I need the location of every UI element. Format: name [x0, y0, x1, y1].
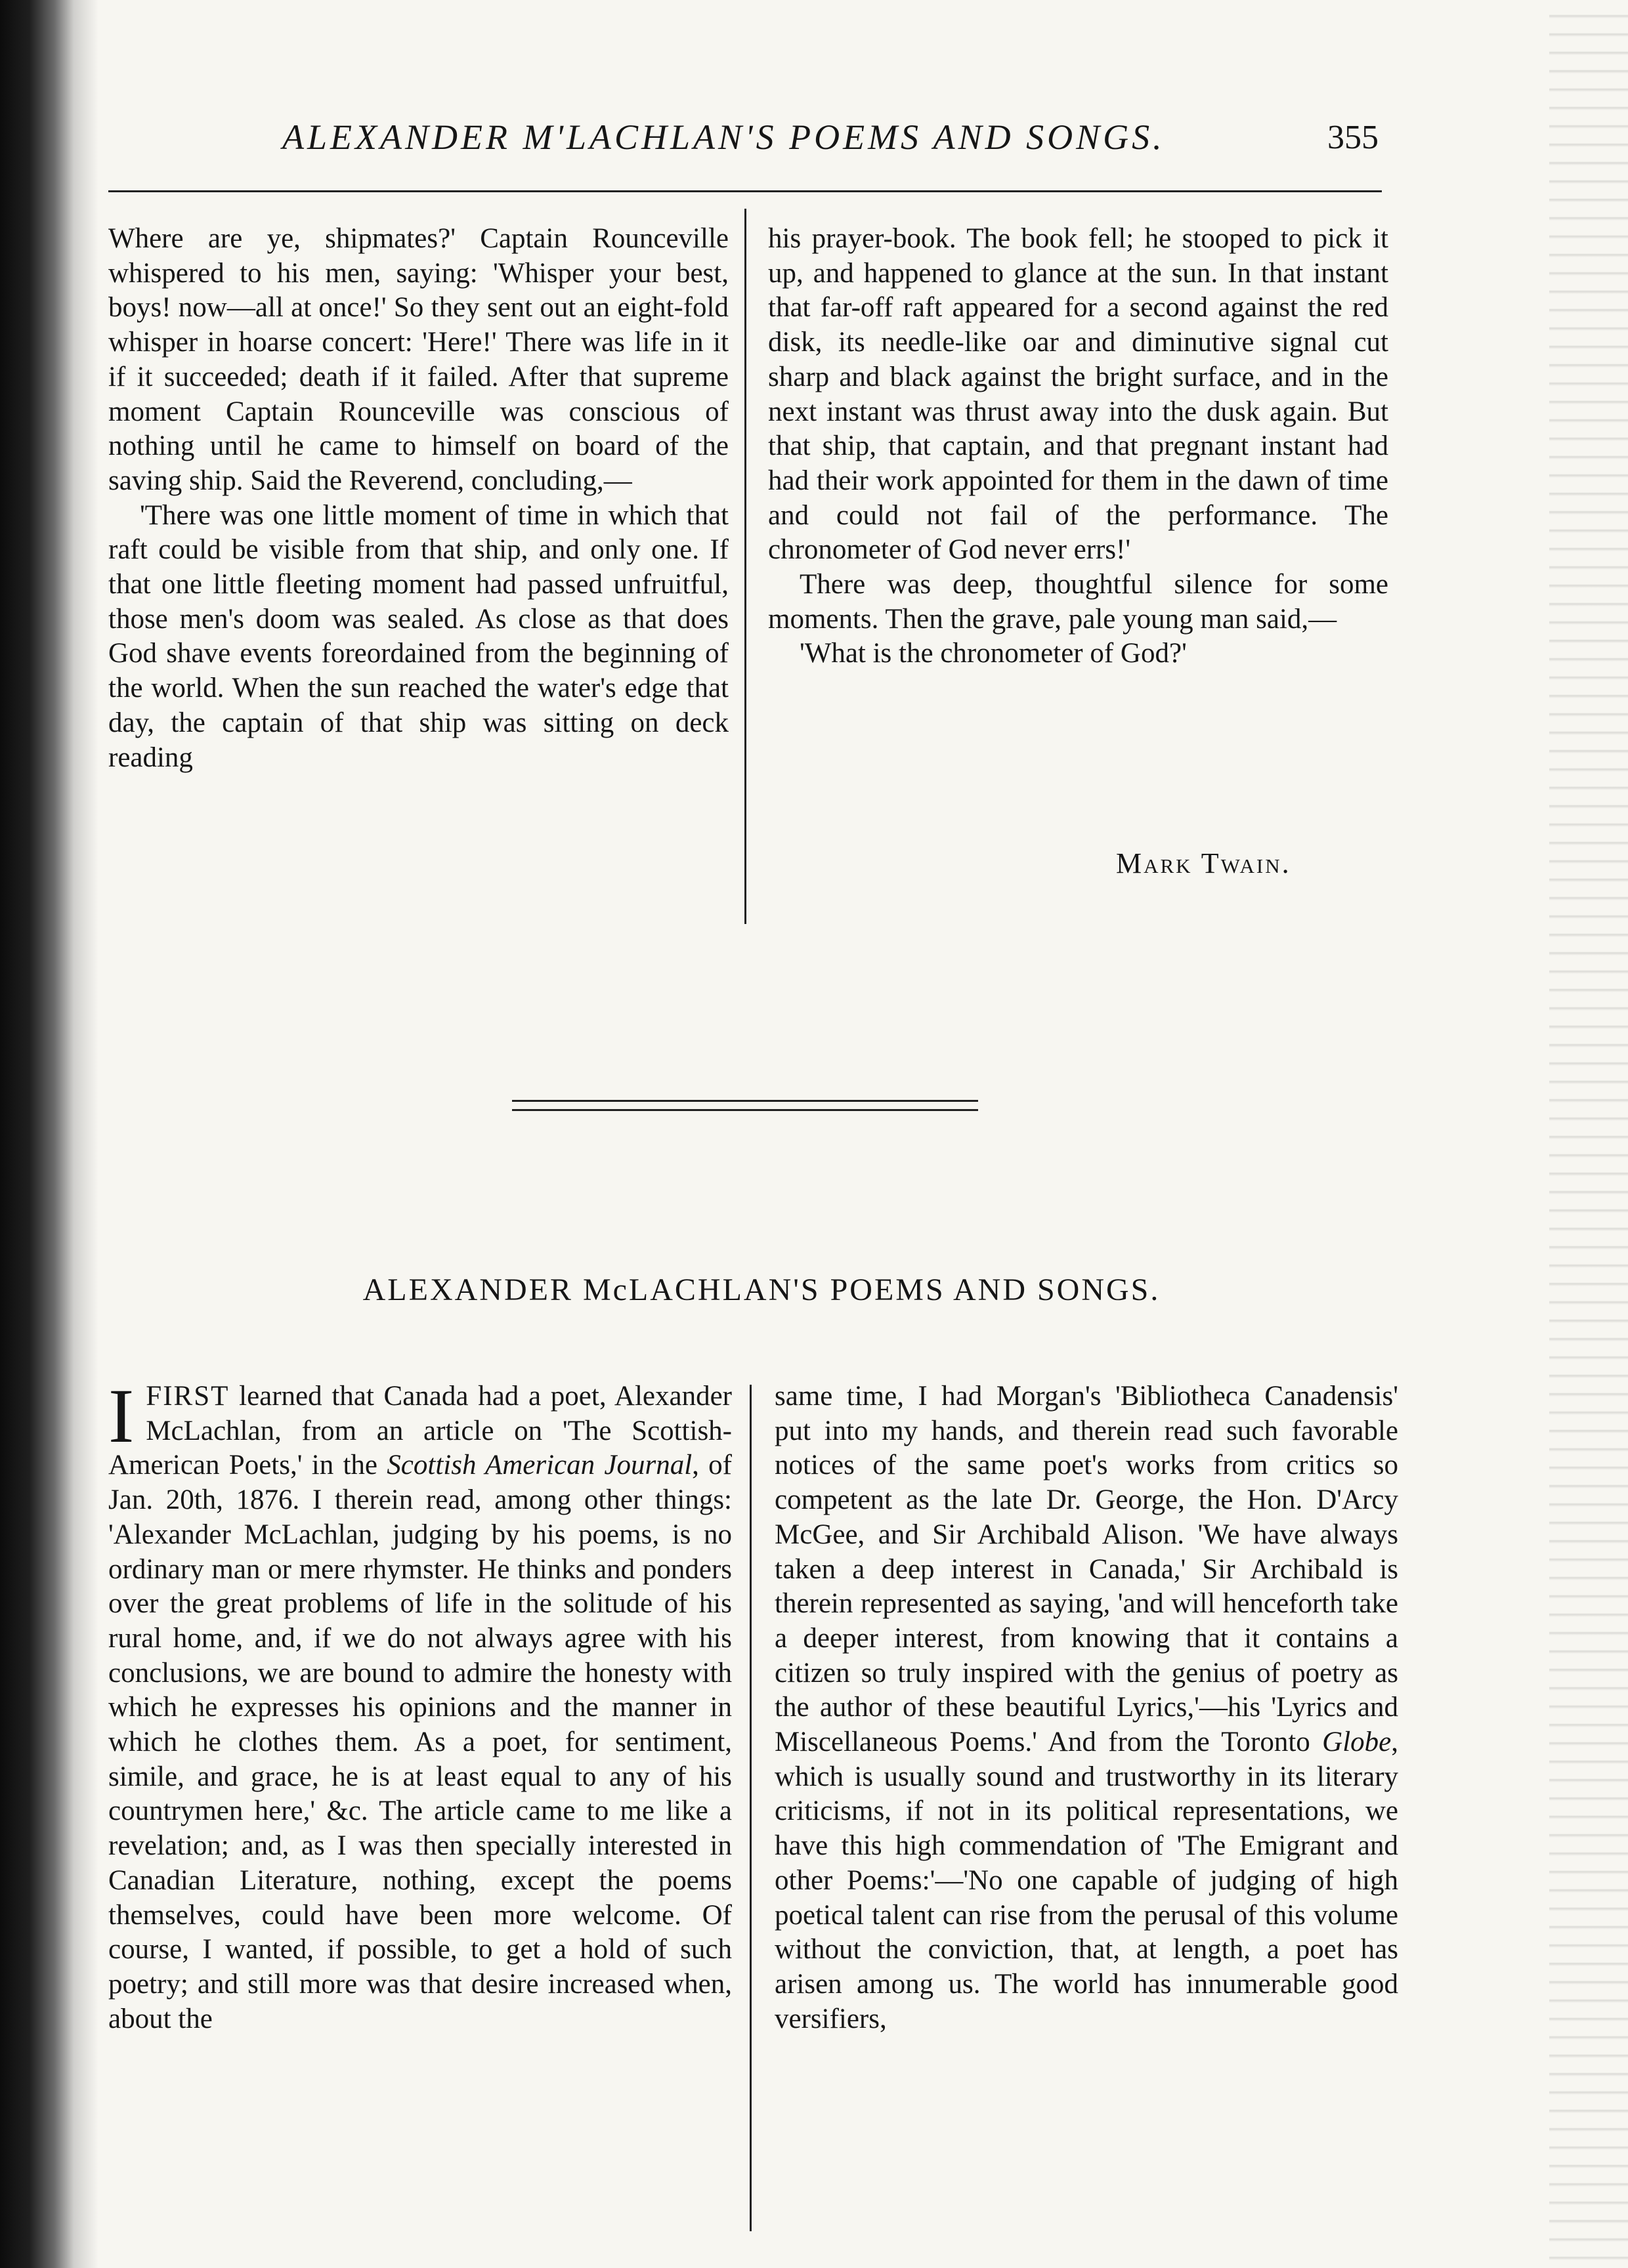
- top-left-column: [108, 222, 729, 775]
- text-run: same time, I had Morgan's 'Bibliotheca Canadensis' put into my hands, and therein read such favorable notices of the same poet's works from critics so competent as the late Dr. George, the Hon. D'Arcy McGee, and Sir Archibald Alison. 'We have always taken a deep interest in Canada,' Sir Archibald is therein represented as saying, 'and will henceforth take a deeper interest, from knowing that it contains a citizen so truly inspired with the genius of poetry as the author of these beautiful Lyrics,'—his 'Lyrics and Miscellaneous Poems.' And from the Toronto: [775, 1381, 1398, 1758]
- top-right-column: [768, 222, 1388, 671]
- signature: Mark Twain.: [1116, 847, 1291, 879]
- paragraph: 'What is the chronometer of God?': [800, 638, 1187, 669]
- journal-title: Scottish American Journal: [387, 1450, 693, 1481]
- page-number: 355: [1327, 119, 1379, 156]
- page-header: [105, 117, 1379, 169]
- drop-cap: I: [108, 1373, 135, 1459]
- column-rule: [750, 1385, 752, 2231]
- paragraph: There was deep, thoughtful silence for some moments. Then the grave, pale young man said,—: [768, 569, 1388, 635]
- running-title: ALEXANDER M'LACHLAN'S POEMS AND SONGS.: [282, 117, 1165, 157]
- paragraph: [775, 1379, 1398, 2036]
- paragraph: [108, 1373, 732, 2036]
- text-run: learned that Canada had a poet, Alexander McLachlan, from an article on 'The Scottish-American Poets,' in the: [108, 1381, 732, 1481]
- article-left-column: [108, 1373, 732, 2036]
- paragraph: his prayer-book. The book fell; he stooped to pick it up, and happened to glance at the sun. In that instant that far-off raft appeared for a second against the red disk, its needle-like oar and diminutive signal cut sharp and black against the bright surface, and in the next instant was thrust away into the dusk again. But that ship, that captain, and that pregnant instant had had their work appointed for them in the dawn of time and could not fail of the performance. The chronometer of God never errs!': [768, 223, 1388, 566]
- article-right-column: [775, 1379, 1398, 2036]
- paragraph: Where are ye, shipmates?' Captain Rounceville whispered to his men, saying: 'Whisper your best, boys! now—all at once!' So they sent out an eight-fold whisper in hoarse concert: 'Here!' There was life in it if it succeeded; death if it failed. After that supreme moment Captain Rounceville was conscious of nothing until he came to himself on board of the saving ship. Said the Reverend, concluding,—: [108, 223, 729, 496]
- first-words: FIRST: [146, 1381, 230, 1412]
- article-title: ALEXANDER McLACHLAN'S POEMS AND SONGS.: [362, 1272, 1161, 1307]
- text-run: , which is usually sound and trustworthy in its literary criticisms, if not in its political representations, we have this high commendation of 'The Emigrant and other Poems:'—'No one capable of judging of high poetical talent can rise from the perusal of this volume without the conviction, that, at length, a poet has arisen among us. The world has innumerable good versifiers,: [775, 1727, 1398, 2034]
- paragraph: 'There was one little moment of time in which that raft could be visible from that ship, and only one. If that one little fleeting moment had passed unfruitful, those men's doom was sealed. As close as that does God shave events foreordained from the beginning of the world. When the sun reached the water's edge that day, the captain of that ship was sitting on deck reading: [108, 499, 729, 773]
- scan-margin-noise: [1549, 0, 1628, 2268]
- newspaper-title: Globe: [1322, 1727, 1392, 1758]
- scan-binding-edge: [0, 0, 98, 2268]
- header-rule: [108, 190, 1382, 192]
- section-divider-top: [512, 1100, 978, 1102]
- column-rule: [744, 209, 746, 924]
- section-divider-bottom: [512, 1109, 978, 1111]
- text-run: , of Jan. 20th, 1876. I therein read, among other things: 'Alexander McLachlan, judging by his poems, is no ordinary man or mere rhymster. He thinks and ponders over the great problems of life in the solitude of his rural home, and, if we do not always agree with his conclusions, we are bound to admire the honesty with which he expresses his opinions and the manner in which he clothes them. As a poet, for sentiment, simile, and grace, he is at least equal to any of his countrymen here,' &c. The article came to me like a revelation; and, as I was then specially interested in Canadian Literature, nothing, except the poems themselves, could have been more welcome. Of course, I wanted, if possible, to get a hold of such poetry; and still more was that desire increased when, about the: [108, 1450, 732, 2034]
